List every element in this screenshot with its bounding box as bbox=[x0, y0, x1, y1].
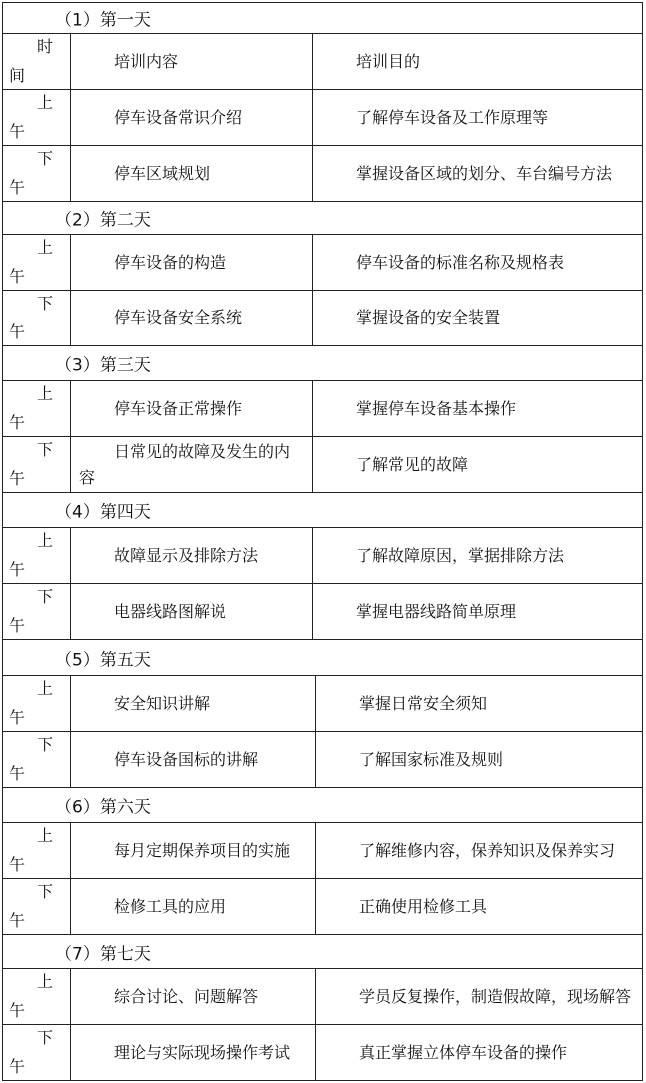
schedule-header-row bbox=[2, 34, 643, 90]
content-text: 停车设备安全系统 bbox=[114, 308, 243, 327]
content-text: 检修工具的应用 bbox=[114, 896, 227, 916]
time-char-2: 午 bbox=[9, 322, 26, 341]
content-cell bbox=[71, 732, 316, 787]
goal-text: 掌握设备的安全装置 bbox=[356, 308, 501, 327]
day-title: （2）第二天 bbox=[55, 210, 151, 231]
time-cell bbox=[3, 823, 71, 878]
time-char-1: 下 bbox=[37, 440, 54, 459]
time-cell bbox=[3, 146, 71, 201]
content-cell bbox=[71, 146, 313, 201]
goal-cell bbox=[313, 528, 642, 583]
time-char-2: 午 bbox=[9, 616, 26, 635]
day-heading bbox=[2, 640, 643, 676]
goal-cell bbox=[316, 823, 642, 878]
time-char-1: 下 bbox=[37, 735, 54, 754]
goal-text: 掌握电器线路简单原理 bbox=[356, 601, 517, 621]
time-char-1: 时 bbox=[37, 37, 54, 56]
goal-cell bbox=[316, 732, 642, 787]
content-cell bbox=[71, 969, 316, 1024]
content-cell bbox=[71, 879, 316, 934]
content-text: 培训内容 bbox=[114, 51, 179, 71]
content-cell bbox=[71, 676, 316, 731]
time-char-1: 下 bbox=[37, 587, 54, 606]
time-cell bbox=[3, 1025, 71, 1080]
time-cell bbox=[3, 437, 71, 492]
content-text: 故障显示及排除方法 bbox=[114, 545, 259, 565]
goal-cell bbox=[313, 34, 642, 89]
content-cell bbox=[71, 1025, 316, 1080]
time-char-2: 午 bbox=[9, 122, 26, 141]
day-title: （7）第七天 bbox=[55, 944, 151, 964]
content-text: 停车设备国标的讲解 bbox=[114, 749, 259, 769]
time-cell bbox=[3, 584, 71, 639]
content-text: 停车区域规划 bbox=[114, 163, 211, 183]
table-row bbox=[2, 879, 643, 935]
day-heading bbox=[2, 493, 643, 528]
goal-cell bbox=[316, 1025, 642, 1080]
day-heading bbox=[2, 202, 643, 235]
goal-cell bbox=[313, 381, 642, 436]
content-text: 电器线路图解说 bbox=[114, 601, 227, 621]
content-cell bbox=[71, 235, 313, 290]
goal-text: 了解维修内容，保养知识及保养实习 bbox=[359, 840, 616, 860]
content-cell bbox=[71, 34, 313, 89]
goal-cell bbox=[316, 676, 642, 731]
goal-text: 掌握设备区域的划分、车台编号方法 bbox=[356, 163, 613, 183]
content-text: 停车设备常识介绍 bbox=[114, 107, 243, 127]
day-title: （1）第一天 bbox=[55, 10, 151, 31]
table-row bbox=[2, 732, 643, 788]
goal-text: 正确使用检修工具 bbox=[359, 896, 488, 916]
goal-text: 停车设备的标准名称及规格表 bbox=[356, 252, 565, 272]
table-row bbox=[2, 1025, 643, 1081]
day-title: （5）第五天 bbox=[55, 650, 151, 670]
content-text: 停车设备的构造 bbox=[114, 252, 227, 272]
time-char-1: 下 bbox=[37, 149, 54, 168]
content-cell bbox=[71, 528, 313, 583]
goal-text: 掌握停车设备基本操作 bbox=[356, 398, 517, 418]
time-char-1: 上 bbox=[37, 826, 54, 845]
goal-text: 学员反复操作，制造假故障，现场解答 bbox=[359, 986, 632, 1006]
time-char-2: 午 bbox=[9, 1001, 26, 1020]
table-row bbox=[2, 584, 643, 640]
time-cell bbox=[3, 291, 71, 345]
time-char-2: 午 bbox=[9, 1057, 26, 1076]
time-cell bbox=[3, 676, 71, 731]
time-char-2: 午 bbox=[9, 708, 26, 727]
table-row bbox=[2, 90, 643, 146]
goal-cell bbox=[316, 879, 642, 934]
content-cell bbox=[71, 381, 313, 436]
table-row bbox=[2, 823, 643, 879]
content-cell bbox=[71, 584, 313, 639]
table-row bbox=[2, 381, 643, 437]
time-cell bbox=[3, 732, 71, 787]
table-row bbox=[2, 676, 643, 732]
time-char-2: 午 bbox=[9, 469, 26, 488]
time-char-1: 下 bbox=[37, 294, 54, 313]
day-title: （6）第六天 bbox=[55, 797, 151, 818]
time-char-1: 上 bbox=[37, 679, 54, 698]
content-text: 每月定期保养项目的实施 bbox=[114, 840, 291, 860]
goal-text: 掌握日常安全须知 bbox=[359, 693, 488, 713]
day-title: （3）第三天 bbox=[55, 355, 151, 376]
time-char-1: 上 bbox=[37, 384, 54, 403]
time-char-1: 下 bbox=[37, 1028, 54, 1047]
table-row bbox=[2, 291, 643, 346]
time-cell bbox=[3, 528, 71, 583]
goal-text: 了解停车设备及工作原理等 bbox=[356, 107, 549, 127]
time-char-1: 上 bbox=[37, 93, 54, 112]
content-text: 安全知识讲解 bbox=[114, 693, 211, 713]
day-heading bbox=[2, 788, 643, 823]
content-cell bbox=[71, 291, 313, 345]
goal-text: 培训目的 bbox=[356, 51, 421, 71]
content-cell bbox=[71, 823, 316, 878]
content-text: 理论与实际现场操作考试 bbox=[114, 1042, 291, 1062]
content-text: 综合讨论、问题解答 bbox=[114, 986, 259, 1006]
time-cell bbox=[3, 90, 71, 145]
time-cell bbox=[3, 381, 71, 436]
day-title: （4）第四天 bbox=[55, 502, 151, 523]
goal-cell bbox=[313, 291, 642, 345]
goal-cell bbox=[313, 90, 642, 145]
day-heading bbox=[2, 2, 643, 34]
time-char-2: 午 bbox=[9, 560, 26, 579]
content-cell bbox=[71, 437, 313, 492]
table-row bbox=[2, 437, 643, 493]
goal-cell bbox=[313, 146, 642, 201]
time-cell bbox=[3, 879, 71, 934]
time-cell bbox=[3, 34, 71, 89]
goal-cell bbox=[313, 235, 642, 290]
goal-text: 了解故障原因，掌据排除方法 bbox=[356, 545, 565, 565]
table-row bbox=[2, 528, 643, 584]
table-row bbox=[2, 235, 643, 291]
table-row bbox=[2, 969, 643, 1025]
time-char-2: 午 bbox=[9, 267, 26, 286]
time-char-1: 下 bbox=[37, 882, 54, 901]
content-cell bbox=[71, 90, 313, 145]
time-char-1: 上 bbox=[37, 972, 54, 991]
time-char-2: 午 bbox=[9, 178, 26, 197]
time-char-1: 上 bbox=[37, 531, 54, 550]
table-row bbox=[2, 146, 643, 202]
time-char-2: 午 bbox=[9, 413, 26, 432]
day-heading bbox=[2, 935, 643, 969]
goal-text: 真正掌握立体停车设备的操作 bbox=[359, 1042, 568, 1062]
day-heading bbox=[2, 346, 643, 381]
time-cell bbox=[3, 235, 71, 290]
time-char-1: 上 bbox=[37, 238, 54, 257]
time-char-2: 午 bbox=[9, 855, 26, 874]
time-char-2: 午 bbox=[9, 911, 26, 930]
goal-text: 了解国家标准及规则 bbox=[359, 749, 504, 769]
time-char-2: 间 bbox=[9, 66, 26, 85]
time-cell bbox=[3, 969, 71, 1024]
content-text: 日常见的故障及发生的内容 bbox=[79, 441, 291, 487]
goal-cell bbox=[313, 584, 642, 639]
content-text: 停车设备正常操作 bbox=[114, 398, 243, 418]
goal-cell bbox=[316, 969, 642, 1024]
time-char-2: 午 bbox=[9, 764, 26, 783]
goal-cell bbox=[313, 437, 642, 492]
goal-text: 了解常见的故障 bbox=[356, 454, 469, 474]
